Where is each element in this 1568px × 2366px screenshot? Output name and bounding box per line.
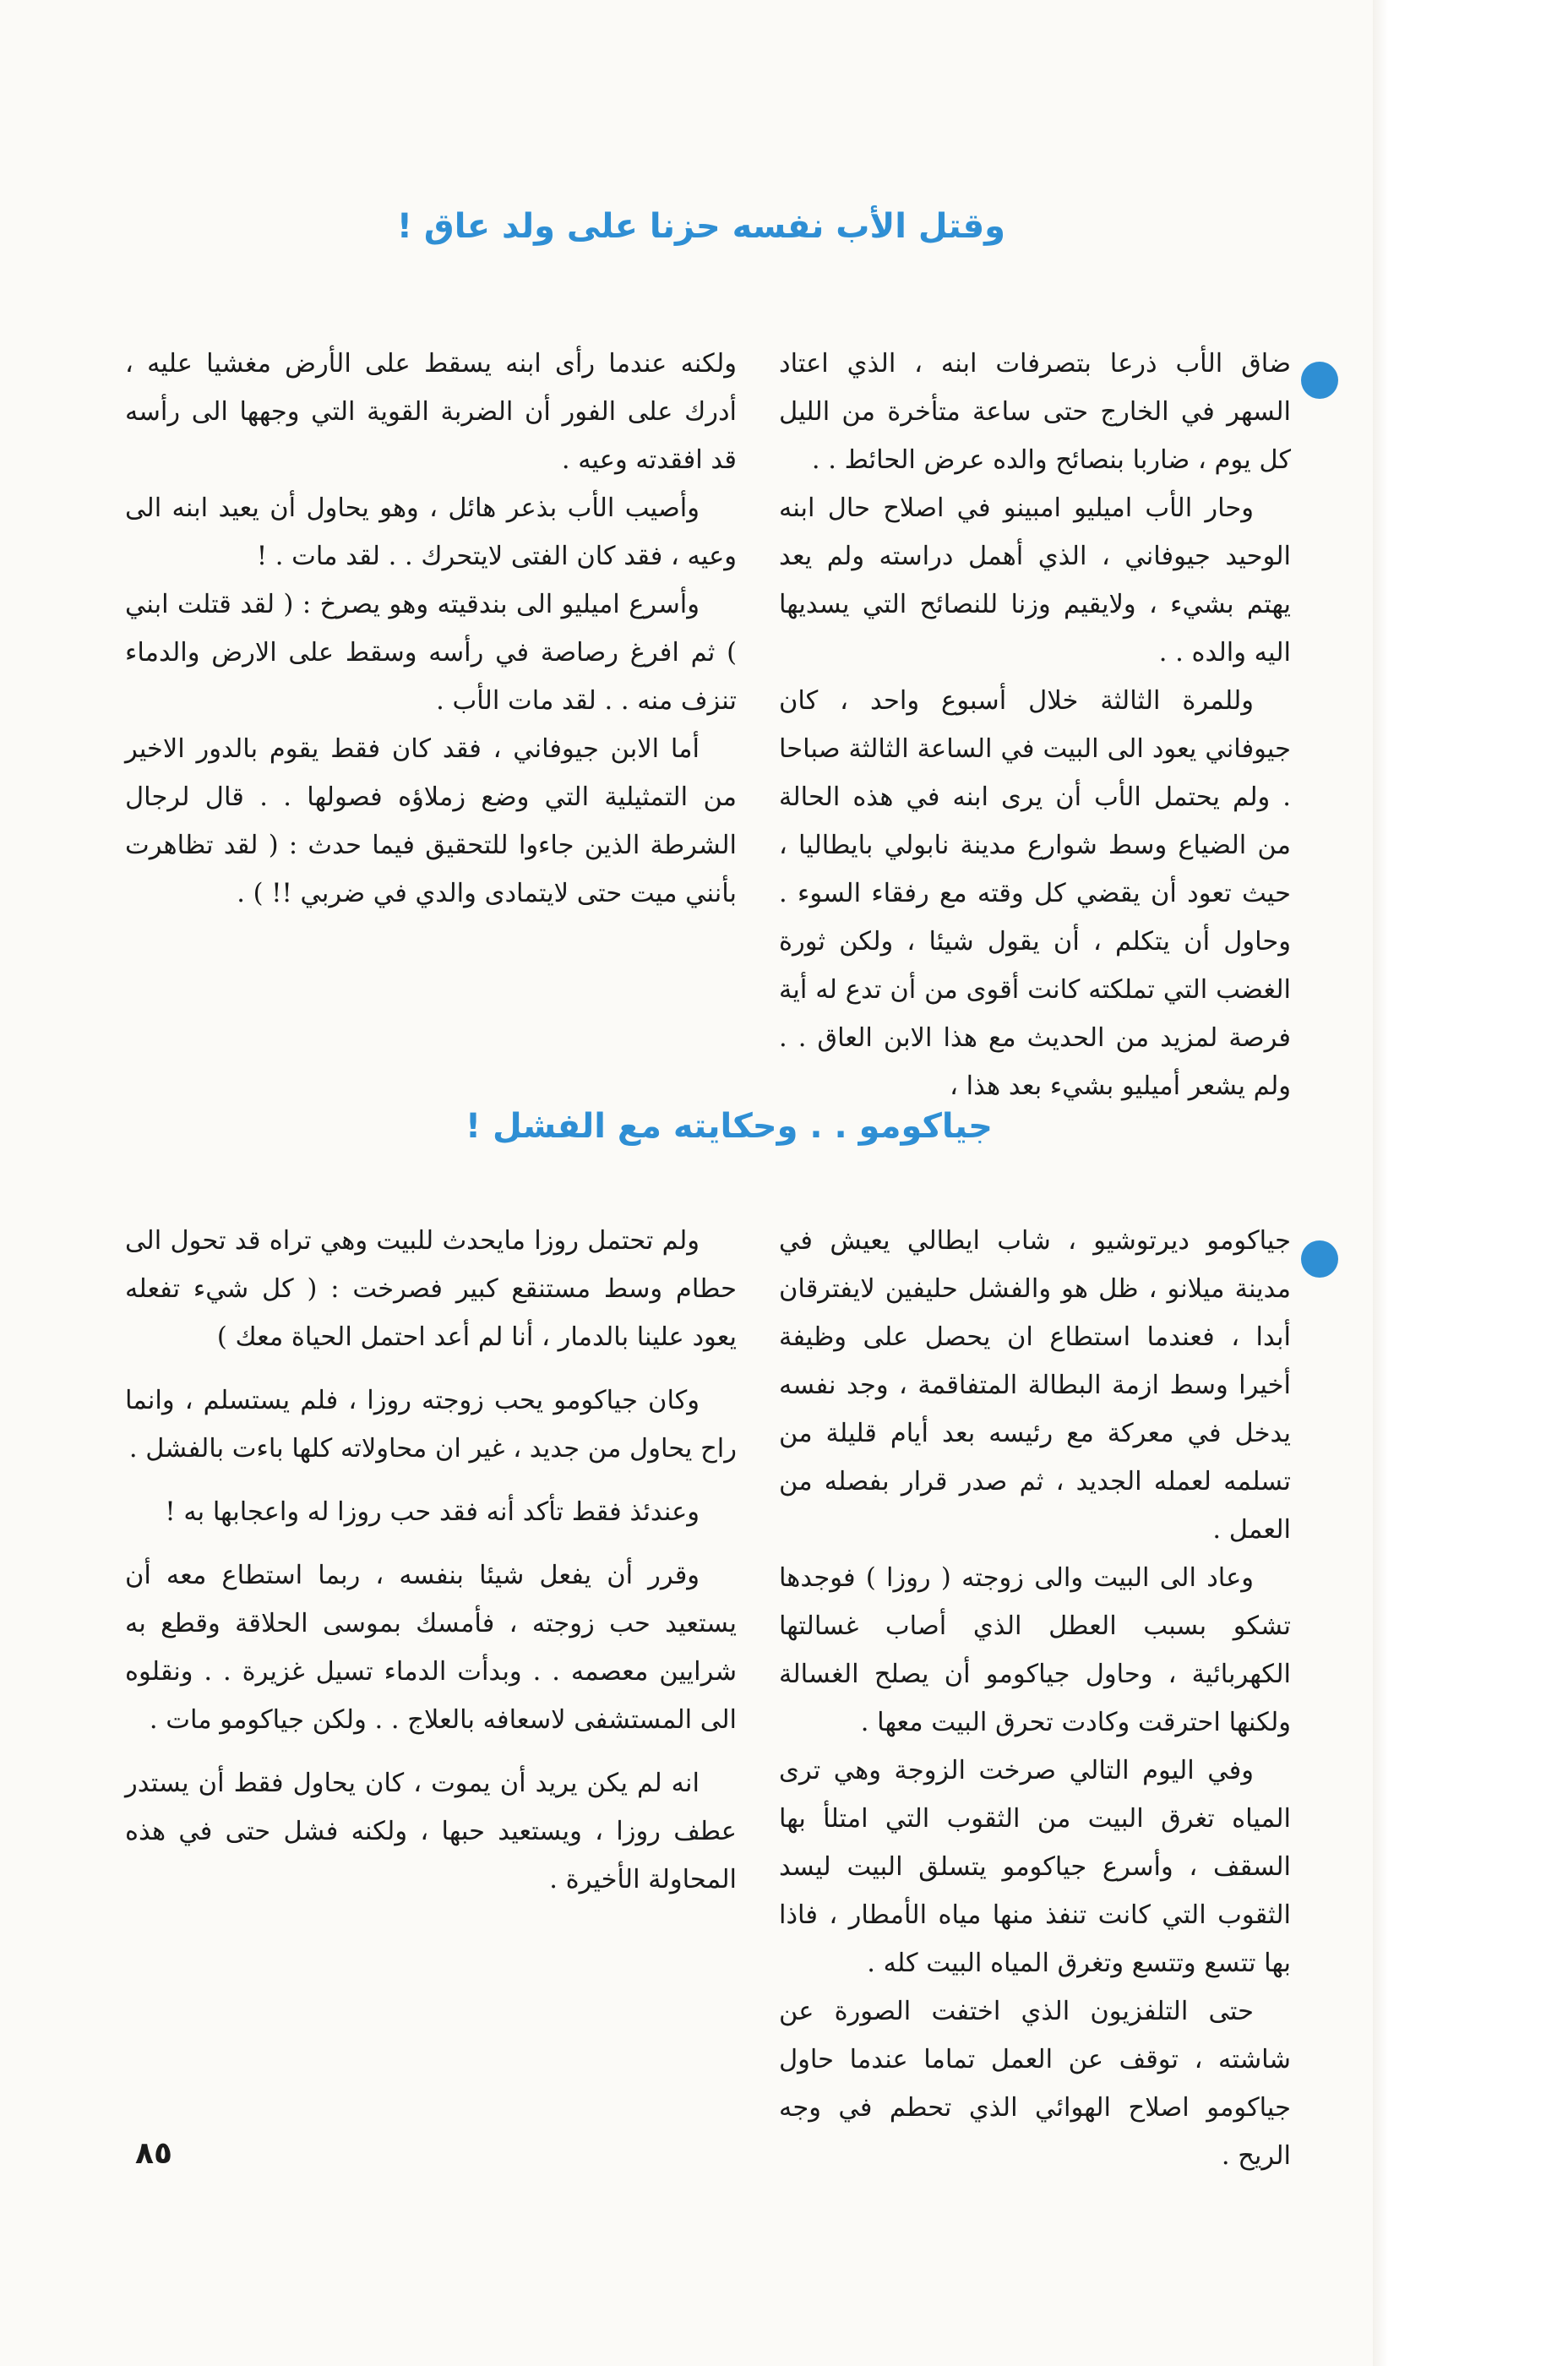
paragraph: وأسرع اميليو الى بندقيته وهو يصرخ : ( لقد قتلت ابني ) ثم افرغ رصاصة في رأسه وسقط على الارض والدماء تنزف منه . . لقد مات الأب . — [125, 590, 737, 716]
article-2-right-column — [779, 1217, 1291, 2180]
article-2-title: جياكومو . . وحكايته مع الفشل ! — [465, 1107, 993, 1146]
article-2-left-column — [125, 1217, 737, 1904]
paragraph: وقرر أن يفعل شيئا بنفسه ، ربما استطاع معه أن يستعيد حب زوجته ، فأمسك بموسى الحلاقة وقطع به شرايين معصمه . . وبدأت الدماء تسيل غزيرة . . ونقلوه الى المستشفى لاسعافه بالعلاج . . ولكن جياكومو مات . — [125, 1561, 737, 1735]
paragraph: وأصيب الأب بذعر هائل ، وهو يحاول أن يعيد ابنه الى وعيه ، فقد كان الفتى لايتحرك . . لقد مات . ! — [125, 493, 737, 571]
paragraph: وحار الأب اميليو امبينو في اصلاح حال ابنه الوحيد جيوفاني ، الذي أهمل دراسته ولم يعد يهتم بشيء ، ولايقيم وزنا للنصائح التي يسديها اليه والده . . — [779, 493, 1291, 668]
article-1-title: وقتل الأب نفسه حزنا على ولد عاق ! — [396, 207, 1005, 246]
paragraph: حتى التلفزيون الذي اختفت الصورة عن شاشته ، توقف عن العمل تماما عندما حاول جياكومو اصلاح الهوائي الذي تحطم في وجه الريح . — [779, 1997, 1291, 2171]
paragraph: انه لم يكن يريد أن يموت ، كان يحاول فقط أن يستدر عطف روزا ، ويستعيد حبها ، ولكنه فشل حتى في هذه المحاولة الأخيرة . — [125, 1769, 737, 1894]
paragraph: وللمرة الثالثة خلال أسبوع واحد ، كان جيوفاني يعود الى البيت في الساعة الثالثة صباحا . ولم يحتمل الأب أن يرى ابنه في هذه الحالة من الضياع وسط شوارع مدينة نابولي بايطاليا ، حيث تعود أن يقضي كل وقته مع رفقاء السوء . وحاول أن يتكلم ، أن يقول شيئا ، ولكن ثورة الغضب التي تملكته كانت أقوى من أن تدع له أية فرصة لمزيد من الحديث مع هذا الابن العاق . . ولم يشعر أميليو بشيء بعد هذا ، — [779, 686, 1291, 1101]
bullet-dot-icon — [1301, 1240, 1338, 1278]
paragraph: وكان جياكومو يحب زوجته روزا ، فلم يستسلم ، وانما راح يحاول من جديد ، غير ان محاولاته كلها باءت بالفشل . — [125, 1386, 737, 1464]
bullet-dot-icon — [1301, 362, 1338, 399]
paragraph: وعندئذ فقط تأكد أنه فقد حب روزا له واعجابها به ! — [165, 1497, 700, 1527]
paragraph: ولكنه عندما رأى ابنه يسقط على الأرض مغشيا عليه ، أدرك على الفور أن الضربة القوية التي وجهها الى رأسه قد افقدته وعيه . — [125, 349, 737, 475]
page-number: ٨٥ — [135, 2136, 172, 2171]
paragraph: وفي اليوم التالي صرخت الزوجة وهي ترى المياه تغرق البيت من الثقوب التي امتلأ بها السقف ، وأسرع جياكومو يتسلق البيت ليسد الثقوب التي كانت تنفذ منها مياه الأمطار ، فاذا بها تتسع وتتسع وتغرق المياه البيت كله . — [779, 1756, 1291, 1978]
paragraph: جياكومو ديرتوشيو ، شاب ايطالي يعيش في مدينة ميلانو ، ظل هو والفشل حليفين لايفترقان أبدا ، فعندما استطاع ان يحصل على وظيفة أخيرا وسط ازمة البطالة المتفاقمة ، وجد نفسه يدخل في معركة مع رئيسه بعد أيام قليلة من تسلمه لعمله الجديد ، ثم صدر قرار بفصله من العمل . — [779, 1226, 1291, 1545]
article-1-left-column — [125, 340, 737, 918]
paragraph: ضاق الأب ذرعا بتصرفات ابنه ، الذي اعتاد السهر في الخارج حتى ساعة متأخرة من الليل كل يوم ، ضاربا بنصائح والده عرض الحائط . . — [779, 349, 1291, 475]
paragraph: أما الابن جيوفاني ، فقد كان فقط يقوم بالدور الاخير من التمثيلية التي وضع زملاؤه فصولها . . قال لرجال الشرطة الذين جاءوا للتحقيق فيما حدث : ( لقد تظاهرت بأنني ميت حتى لايتمادى والدي في ضربي !! ) . — [125, 734, 737, 908]
article-1-right-column — [779, 340, 1291, 1110]
paragraph: وعاد الى البيت والى زوجته ( روزا ) فوجدها تشكو بسبب العطل الذي أصاب غسالتها الكهربائية ، وحاول جياكومو أن يصلح الغسالة ولكنها احترقت وكادت تحرق البيت معها . — [779, 1563, 1291, 1737]
paragraph: ولم تحتمل روزا مايحدث للبيت وهي تراه قد تحول الى حطام وسط مستنقع كبير فصرخت : ( كل شيء تفعله يعود علينا بالدمار ، أنا لم أعد احتمل الحياة معك ) — [125, 1226, 737, 1352]
